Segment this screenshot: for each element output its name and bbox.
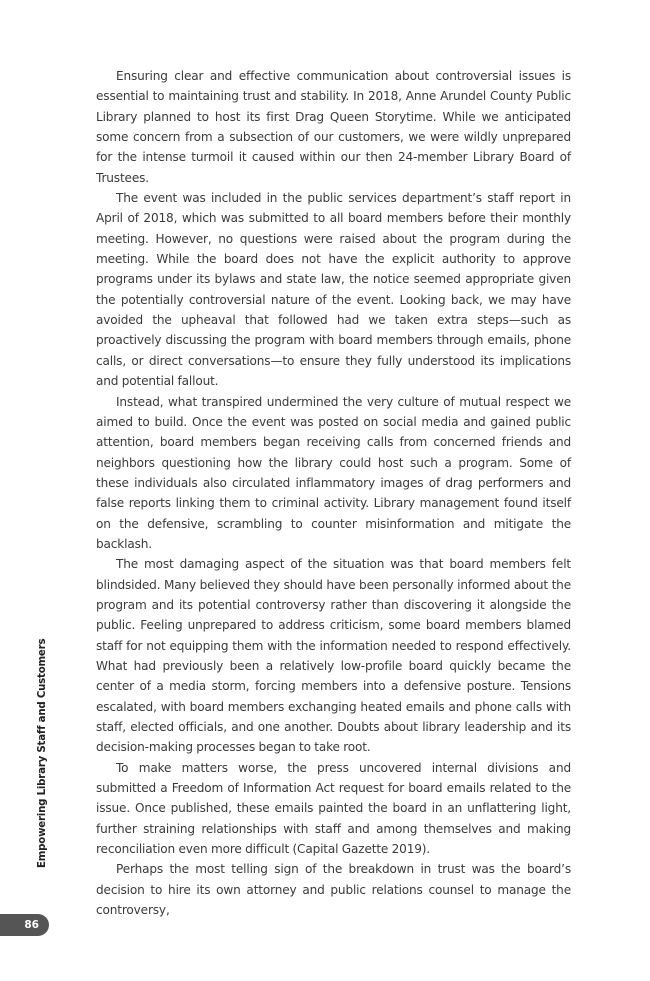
paragraph-4: The most damaging aspect of the situation was that board members felt blindsided. Many believed they should have been personally informed about the program and its potential controversy rather than discovering it alongside the public. Feeling unprepared to address criticism, some board members blamed staff for not equipping them with the information needed to respond effectively. What had previously been a relatively low-profile board quickly became the center of a media storm, forcing members into a defensive posture. Tensions escalated, with board members exchanging heated emails and phone calls with staff, elected officials, and one another. Doubts about library leadership and its decision-making processes began to take root. (96, 557, 571, 755)
page-number: 86 (24, 919, 39, 931)
body-text (96, 66, 571, 920)
paragraph-1: Ensuring clear and effective communication about controversial issues is essential to maintaining trust and stability. In 2018, Anne Arundel County Public Library planned to host its first Drag Queen Storytime. While we anticipated some concern from a subsection of our customers, we were wildly unprepared for the intense turmoil it caused within our then 24-member Library Board of Trustees. (96, 69, 571, 185)
running-head: Empowering Library Staff and Customers (37, 638, 48, 868)
paragraph-3: Instead, what transpired undermined the very culture of mutual respect we aimed to build. Once the event was posted on social media and gained public attention, board members began receiving calls from concerned friends and neighbors questioning how the library could host such a program. Some of these individuals also circulated inflammatory images of drag performers and false reports linking them to criminal activity. Library management found itself on the defensive, scrambling to counter misinformation and mitigate the backlash. (96, 394, 571, 551)
paragraph-2: The event was included in the public services department’s staff report in April of 2018, which was submitted to all board members before their monthly meeting. However, no questions were raised about the program during the meeting. While the board does not have the explicit authority to approve programs under its bylaws and state law, the notice seemed appropriate given the potentially controversial nature of the event. Looking back, we may have avoided the upheaval that followed had we taken extra steps—such as proactively discussing the program with board members through emails, phone calls, or direct conversations—to ensure they fully understood its implications and potential fallout. (96, 191, 571, 389)
paragraph-6: Perhaps the most telling sign of the breakdown in trust was the board’s decision to hire its own attorney and public relations counsel to manage the controversy, (96, 862, 571, 918)
page-number-tab (0, 914, 49, 936)
paragraph-5: To make matters worse, the press uncovered internal divisions and submitted a Freedom of Information Act request for board emails related to the issue. Once published, these emails painted the board in an unflattering light, further straining relationships with staff and among themselves and making reconciliation even more difficult (Capital Gazette 2019). (96, 760, 571, 857)
